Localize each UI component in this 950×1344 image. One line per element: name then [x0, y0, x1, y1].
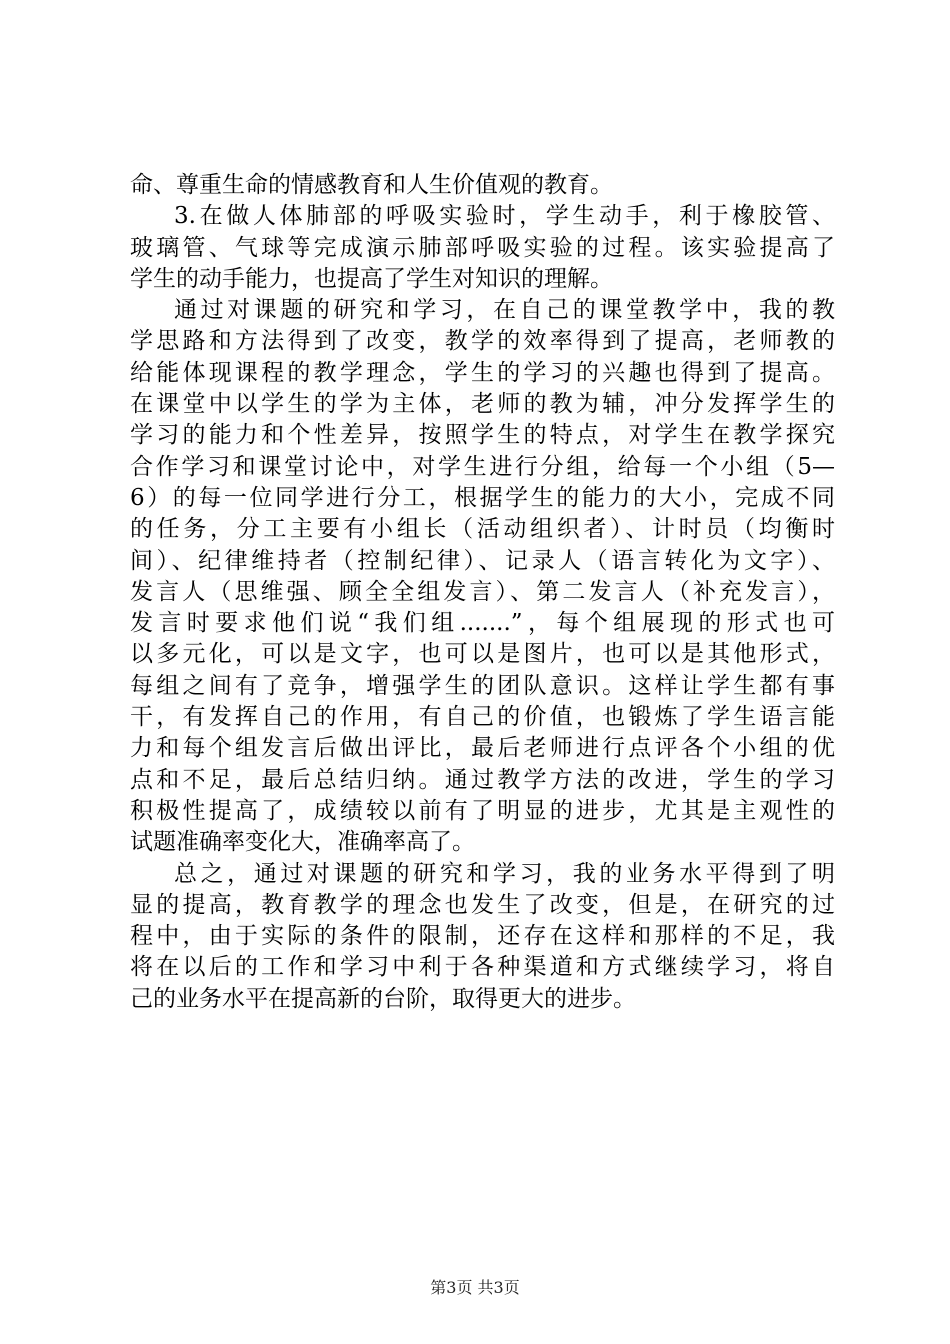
document-body [130, 170, 835, 1015]
text-line: 发言人（思维强、顾全全组发言）、第二发言人（补充发言）， [130, 578, 835, 605]
text-line: 通过对课题的研究和学习，在自己的课堂教学中，我的教 [174, 297, 835, 324]
text-line: 干，有发挥自己的作用，有自己的价值，也锻炼了学生语言能 [130, 704, 835, 731]
text-line: 6）的每一位同学进行分工，根据学生的能力的大小，完成不同 [130, 484, 835, 511]
text-line: 程中，由于实际的条件的限制，还存在这样和那样的不足，我 [130, 923, 835, 950]
text-line: 命、尊重生命的情感教育和人生价值观的教育。 [130, 172, 613, 198]
text-line: 每组之间有了竞争，增强学生的团队意识。这样让学生都有事 [130, 672, 835, 699]
text-line: 将在以后的工作和学习中利于各种渠道和方式继续学习，将自 [130, 954, 835, 981]
text-line: 显的提高，教育教学的理念也发生了改变，但是，在研究的过 [130, 891, 835, 918]
text-line: 试题准确率变化大，准确率高了。 [130, 829, 475, 856]
text-line: 3.在做人体肺部的呼吸实验时，学生动手，利于橡胶管、 [174, 203, 835, 230]
text-line: 学思路和方法得到了改变，教学的效率得到了提高，老师教的 [130, 328, 835, 355]
text-line: 点和不足，最后总结归纳。通过教学方法的改进，学生的学习 [130, 766, 835, 793]
text-line: 在课堂中以学生的学为主体，老师的教为辅，冲分发挥学生的 [130, 391, 835, 418]
text-line: 积极性提高了，成绩较以前有了明显的进步，尤其是主观性的 [130, 797, 835, 824]
text-line: 己的业务水平在提高新的台阶，取得更大的进步。 [130, 985, 636, 1012]
text-line: 总之，通过对课题的研究和学习，我的业务水平得到了明 [174, 860, 835, 887]
text-line: 给能体现课程的教学理念，学生的学习的兴趣也得到了提高。 [130, 359, 835, 386]
text-line: 间）、纪律维持者（控制纪律）、记录人（语言转化为文字）、 [130, 547, 835, 574]
text-line: 发言时要求他们说“我们组.......”，每个组展现的形式也可 [130, 610, 835, 637]
text-line: 的任务，分工主要有小组长（活动组织者）、计时员（均衡时 [130, 516, 835, 543]
page-footer: 第3页 共3页 [430, 1278, 520, 1297]
text-line: 学习的能力和个性差异，按照学生的特点，对学生在教学探究 [130, 422, 835, 449]
text-line: 以多元化，可以是文字，也可以是图片，也可以是其他形式， [130, 641, 835, 668]
text-line: 力和每个组发言后做出评比，最后老师进行点评各个小组的优 [130, 735, 835, 762]
text-line: 玻璃管、气球等完成演示肺部呼吸实验的过程。该实验提高了 [130, 234, 835, 261]
text-line: 合作学习和课堂讨论中，对学生进行分组，给每一个小组（5— [130, 453, 835, 480]
text-line: 学生的动手能力，也提高了学生对知识的理解。 [130, 265, 613, 292]
